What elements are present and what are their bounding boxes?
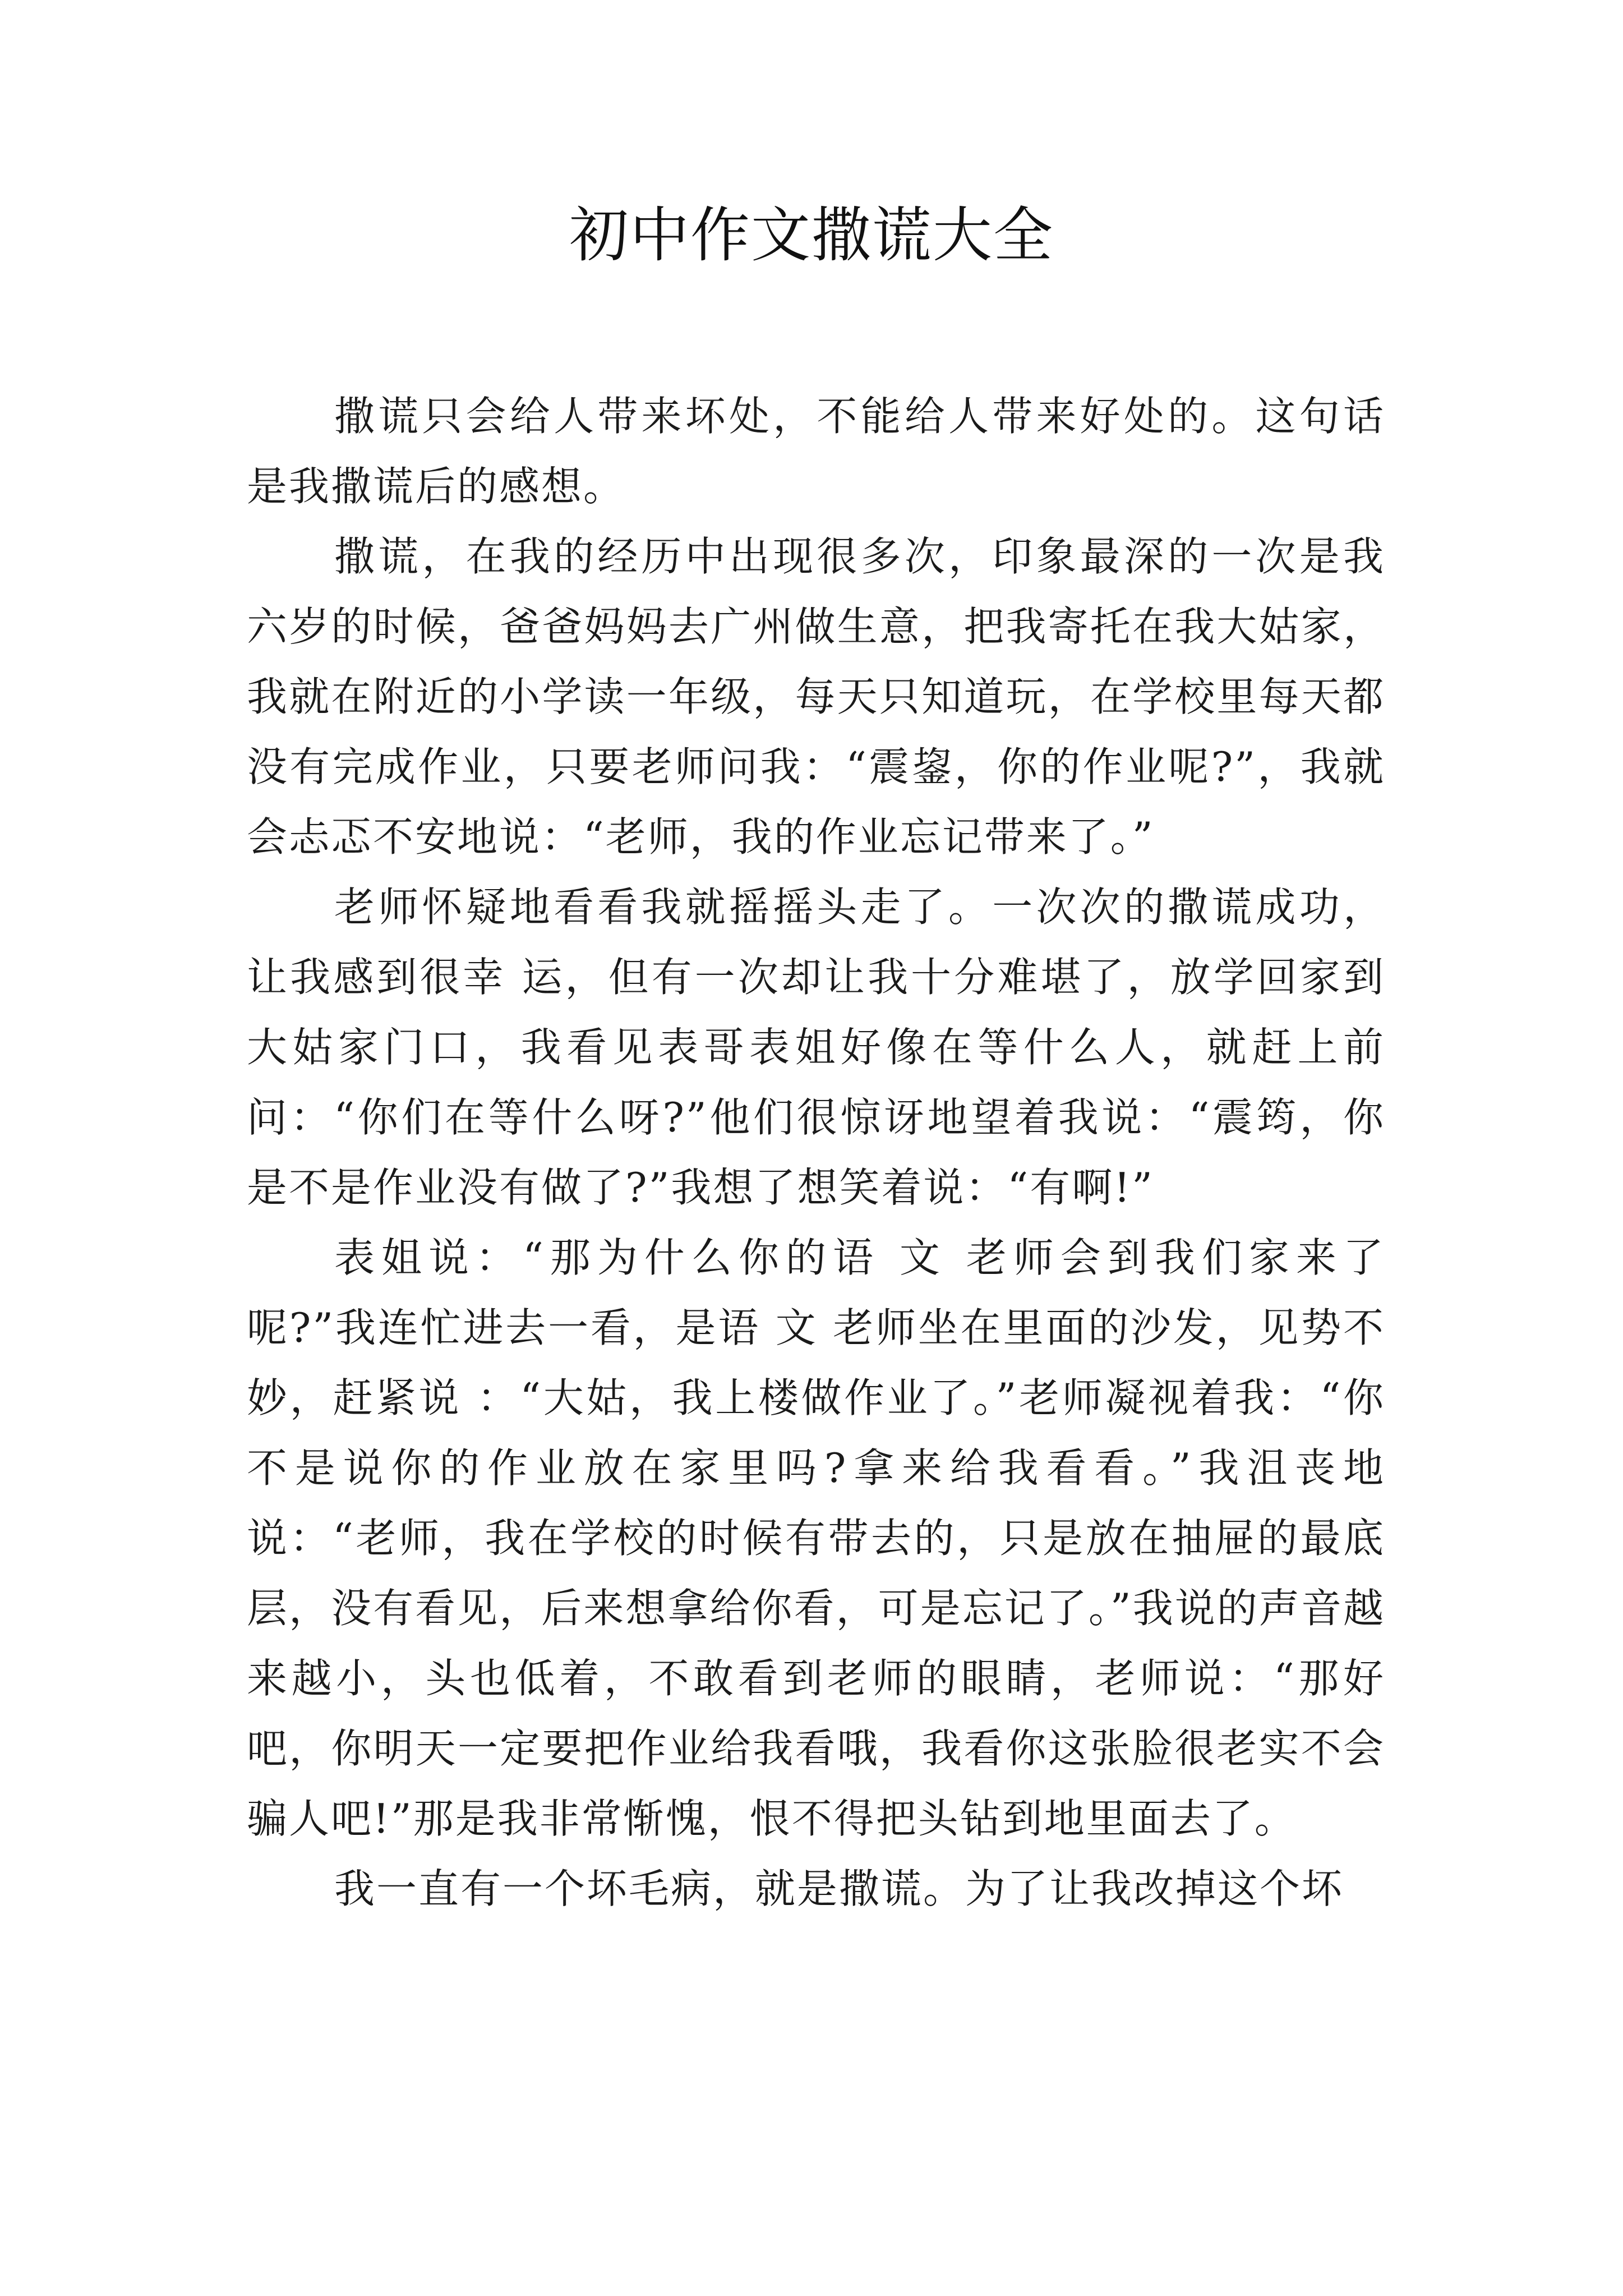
paragraph: 撒谎只会给人带来坏处，不能给人带来好处的。这句话是我撒谎后的感想。 [247, 393, 1385, 510]
paragraph: 撒谎，在我的经历中出现很多次，印象最深的一次是我六岁的时候，爸爸妈妈去广州做生意，把我寄托在我大姑家，我就在附近的小学读一年级，每天只知道玩，在学校里每天都没有完成作业，只要老师问我：“震鋆，你的作业呢?”，我就会忐忑不安地说：“老师，我的作业忘记带来了。” [247, 533, 1385, 861]
document-body [247, 381, 1385, 1924]
paragraph: 老师怀疑地看看我就摇摇头走了。一次次的撒谎成功，让我感到很幸 运，但有一次却让我十分难堪了，放学回家到大姑家门口，我看见表哥表姐好像在等什么人，就赶上前问：“你们在等什么呀?”他们很惊讶地望着我说：“震筠，你是不是作业没有做了?”我想了想笑着说：“有啊!” [247, 884, 1385, 1211]
paragraph: 我一直有一个坏毛病，就是撒谎。为了让我改掉这个坏 [334, 1865, 1344, 1912]
document-title: 初中作文撒谎大全 [569, 201, 1054, 270]
paragraph: 表姐说：“那为什么你的语 文 老师会到我们家来了呢?”我连忙进去一看，是语 文 老师坐在里面的沙发，见势不妙，赶紧说 ：“大姑，我上楼做作业了。”老师凝视着我：“你不是说你的作业放在家里吗?拿来给我看看。”我沮丧地说：“老师，我在学校的时候有带去的，只是放在抽屉的最底层，没有看见，后来想拿给你看，可是忘记了。”我说的声音越来越小，头也低着，不敢看到老师的眼睛，老师说：“那好吧，你明天一定要把作业给我看哦，我看你这张脸很老实不会骗人吧!”那是我非常惭愧，恨不得把头钻到地里面去了。 [247, 1234, 1385, 1842]
